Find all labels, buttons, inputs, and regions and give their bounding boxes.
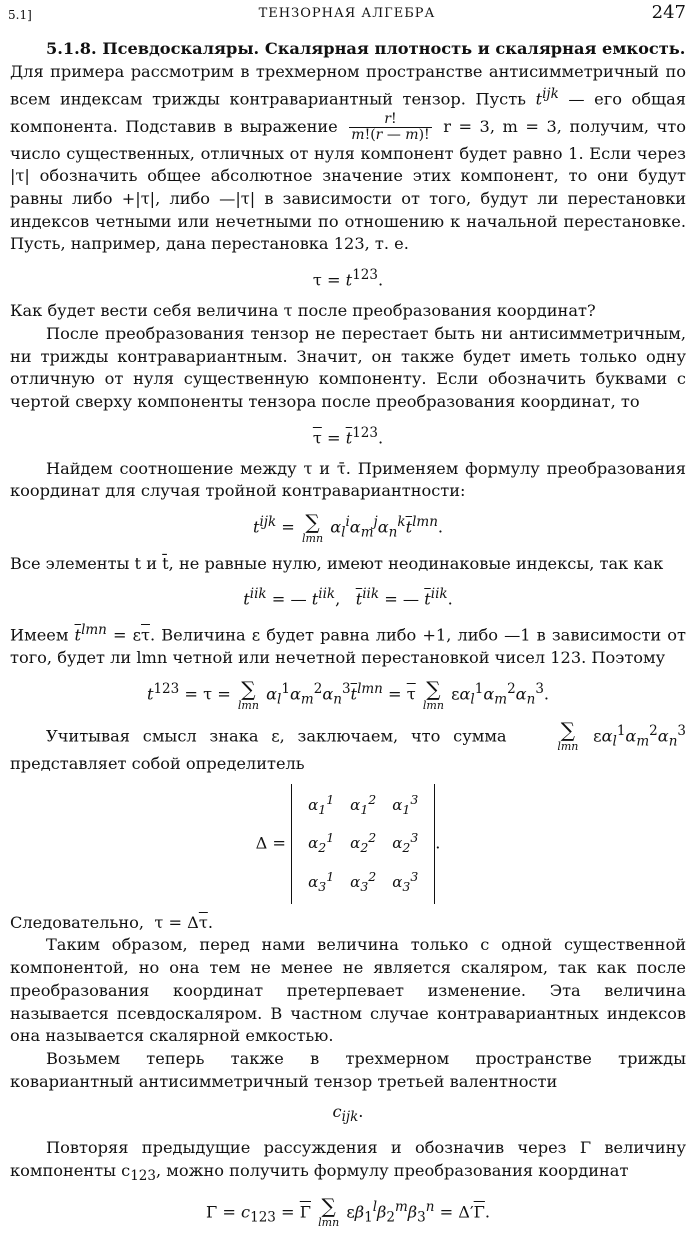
paragraph-determinant: Учитывая смысл знака ε, заключаем, что сумма ∑ lmn $\varepsilon\alpha_l^1\alpha_m^2\alpha_n^3$ представляет собой определитель	[10, 717, 686, 773]
paragraph-question: Как будет вести себя величина τ после преобразования координат?	[10, 301, 596, 321]
equation-antisym: $t^{iik}$ = — $t^{iik}$, $\overline{t}^{iik}$ = — $\overline{t}^{iik}$.	[243, 586, 453, 609]
paragraph-covariant: Возьмем теперь также в трехмерном пространстве трижды ковариантный антисимметричный тензор третьей валентности	[10, 1048, 686, 1091]
equation-transform: $t^{ijk}$ = ∑ lmn $\alpha_l^i\alpha_m^j\alpha_n^k\overline{t}^{lmn}$.	[252, 509, 444, 545]
section-heading: 5.1.8. Псевдоскаляры. Скалярная плотность и скалярная емкость.	[46, 39, 686, 58]
equation-tau-bar: $\overline{\tau} = \overline{t}^{123}$.	[312, 424, 384, 448]
paragraph-elements: Все элементы t и t̄, не равные нулю, имеют неодинаковые индексы, так как	[10, 553, 664, 573]
header-section: 5.1]	[8, 8, 32, 22]
running-header	[8, 2, 686, 28]
paragraph-repeating: Повторяя предыдущие рассуждения и обозначив через Γ величину компоненты $c_{123}$, можно получить формулу преобразования координат	[10, 1138, 686, 1185]
paragraph-epsilon: Имеем $\overline{t}^{lmn} = \varepsilon\overline{\tau}$. Величина ε будет равна либо +1, либо —1 в зависимости от того, будет ли lmn четной или нечетной перестановкой чисел 123. Поэтому	[10, 622, 687, 668]
paragraph-pseudoscalar: Таким образом, перед нами величина только с одной существенной компонентой, но она тем не менее не является скаляром, так как после преобразования координат претерпевает изменение. Эта величина называется псевдоскаляром. В частном случае контравариантных индексов она называется скалярной емкостью.	[10, 935, 686, 1046]
equation-tau: $\tau = t^{123}$.	[312, 267, 384, 290]
page-body	[10, 38, 686, 1237]
equation-c-ijk: $c_{ijk}$.	[332, 1102, 364, 1126]
equation-sum: $t^{123} = \tau$ = ∑ lmn $\alpha_l^1\alpha_m^2\alpha_n^3\overline{t}^{lmn} = \overline{\tau}$ ∑ lmn $\varepsilon\alpha_l^1\alpha_m^2\alpha_n^3$.	[146, 676, 550, 712]
paragraph-after-transform: После преобразования тензор не перестает быть ни антисимметричным, ни трижды контравариантным. Значит, он также будет иметь только одну отличную от нуля существенную компоненту. Если обозначить буквами с чертой сверху компоненты тензора после преобразования координат, то	[10, 323, 686, 411]
page-number: 247	[651, 2, 686, 23]
determinant-matrix: $\alpha_1^1$ $\alpha_1^2$ $\alpha_1^3$ $\alpha_2^1$ $\alpha_2^2$ $\alpha_2^3$ $\alpha_3^1$ $\alpha_3^2$ $\alpha_3^3$	[291, 784, 435, 904]
paragraph-consequently: Следовательно, $\tau = \Delta\overline{\tau}$.	[10, 912, 213, 932]
paragraph-relation: Найдем соотношение между τ и τ̄. Применяем формулу преобразования координат для случая тройной контравариантности:	[10, 458, 686, 501]
equation-determinant: Δ = $\alpha_1^1$ $\alpha_1^2$ $\alpha_1^3$ $\alpha_2^1$ $\alpha_2^2$ $\alpha_2^3$ $\alpha_3^1$ $\alpha_3^2$ $\alpha_3^3$ .	[10, 784, 686, 904]
paragraph-intro: Для примера рассмотрим в трехмерном пространстве антисимметричный по всем индексам трижды контравариантный тензор. Пусть $t^{ijk}$ — его общая компонента. Подставив в выражение $\frac{r!}{m!(r — m)!}$ r = 3, m = 3, получим, что число существенных, отличных от нуля компонент будет равно 1. Если через |τ| обозначить общее абсолютное значение этих компонент, то они будут равны либо +|τ|, либо —|τ| в зависимости от того, будут ли перестановки индексов четными или нечетными по отношению к начальной перестановке. Пусть, например, дана перестановка 123, т. е.	[10, 61, 686, 254]
fraction-formula: $\frac{r!}{m!(r — m)!}$	[351, 110, 430, 143]
header-title: ТЕНЗОРНАЯ АЛГЕБРА	[258, 6, 436, 21]
equation-gamma: $\Gamma = c_{123} = \overline{\Gamma}$ ∑ lmn $\varepsilon\beta_1^l\beta_2^m\beta_3^n = \Delta'\overline{\Gamma}$.	[205, 1194, 491, 1230]
